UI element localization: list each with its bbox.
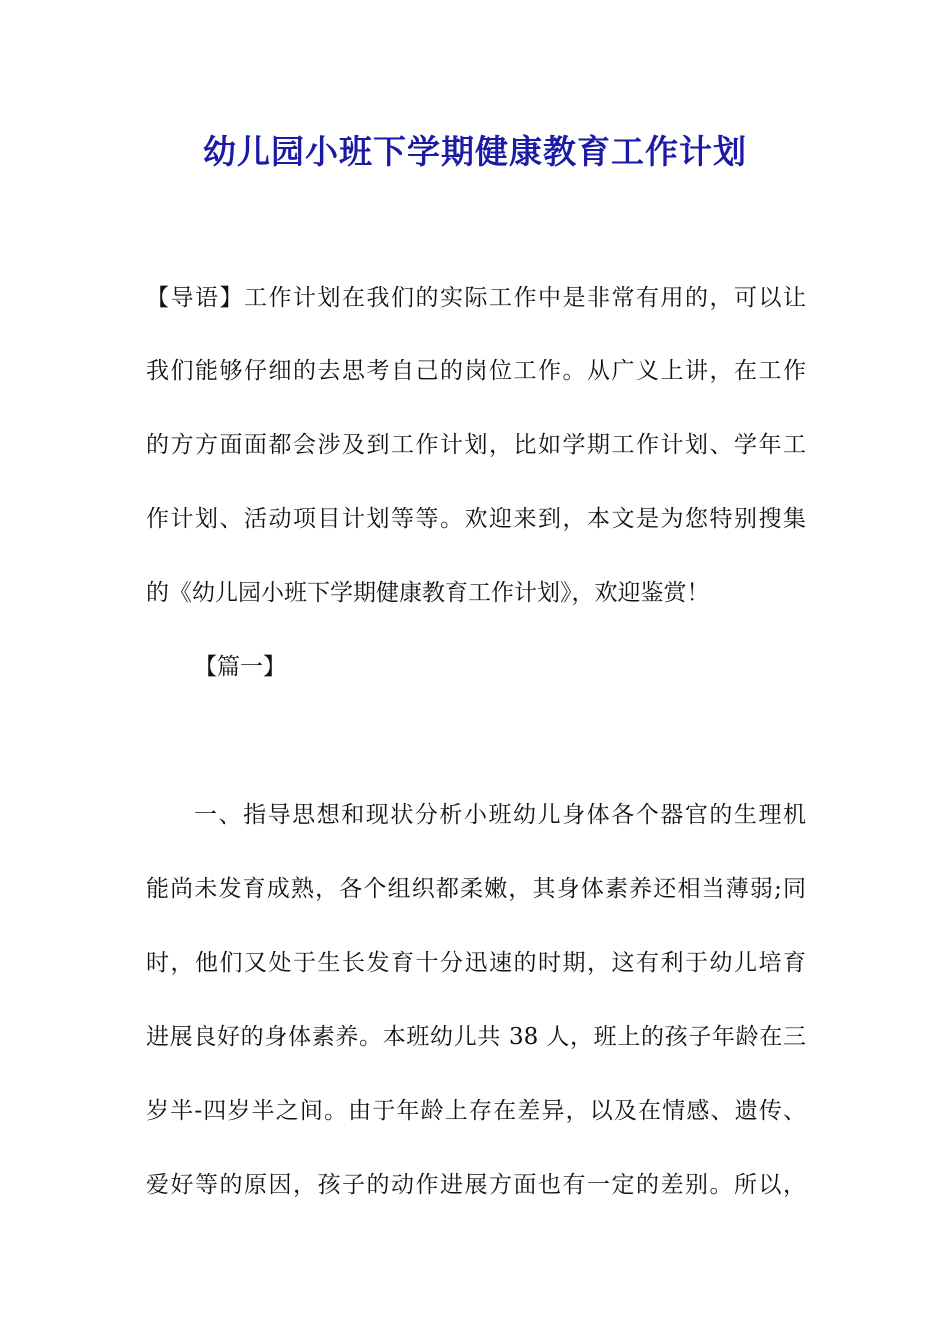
intro-line-5: 的《幼儿园小班下学期健康教育工作计划》，欢迎鉴赏！ <box>146 580 710 606</box>
intro-line-1: 【导语】工作计划在我们的实际工作中是非常有用的，可以让 <box>146 285 806 311</box>
body-line-3: 时，他们又处于生长发育十分迅速的时期，这有利于幼儿培育 <box>146 950 806 976</box>
body-line-2: 能尚未发育成熟，各个组织都柔嫩，其身体素养还相当薄弱;同 <box>146 876 806 902</box>
section-marker: 【篇一】 <box>194 654 286 680</box>
body-line-5: 岁半-四岁半之间。由于年龄上存在差异，以及在情感、遗传、 <box>146 1098 806 1124</box>
body-line-6: 爱好等的原因，孩子的动作进展方面也有一定的差别。所以， <box>146 1172 806 1198</box>
intro-line-2: 我们能够仔细的去思考自己的岗位工作。从广义上讲，在工作 <box>146 358 806 384</box>
body-line-1: 一、指导思想和现状分析小班幼儿身体各个器官的生理机 <box>194 802 806 828</box>
body-line-4: 进展良好的身体素养。本班幼儿共 38 人，班上的孩子年龄在三 <box>146 1024 806 1050</box>
intro-line-4: 作计划、活动项目计划等等。欢迎来到，本文是为您特别搜集 <box>146 506 806 532</box>
intro-line-3: 的方方面面都会涉及到工作计划，比如学期工作计划、学年工 <box>146 432 806 458</box>
document-title: 幼儿园小班下学期健康教育工作计划 <box>203 132 747 171</box>
